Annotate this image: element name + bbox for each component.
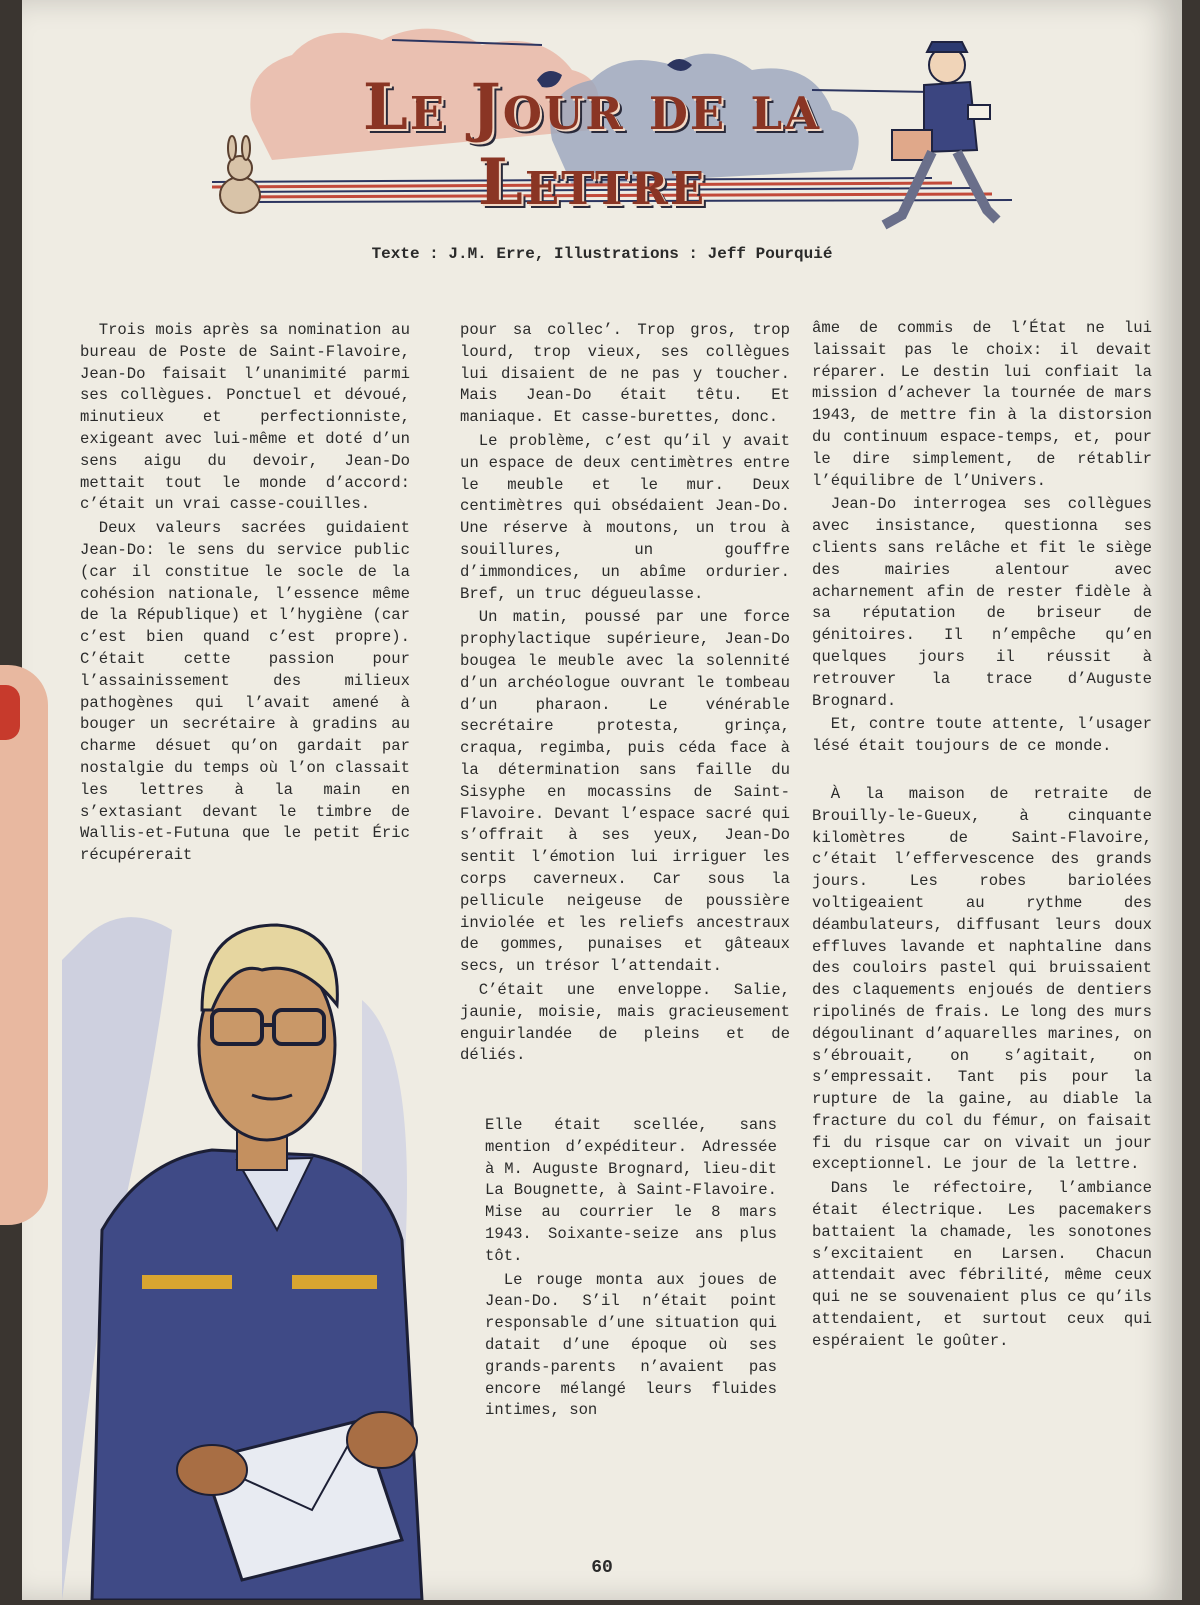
magazine-page xyxy=(22,0,1182,1600)
title-banner xyxy=(212,10,1072,245)
paragraph: C’était une enveloppe. Salie, jaunie, moisie, mais gracieusement enguirlandée de pleins et de déliés. xyxy=(460,980,790,1065)
text-column-2-continued xyxy=(485,1115,777,1422)
paragraph: âme de commis de l’État ne lui laissait pas le choix: il devait réparer. Le destin lui confiait la mission d’achever la tournée de mars 1943, de mettre fin à la distorsion du continuum espace-temps, et, pour le dire simplement, de rétablir l’équilibre de l’Univers. xyxy=(812,319,1152,490)
paragraph: Le problème, c’est qu’il y avait un espace de deux centimètres entre le meuble et le mur. Deux centimètres qui obsédaient Jean-Do. Une réserve à moutons, un trou à souillures, un gouffre d’immondices, un abîme ordurier. Bref, un truc dégueulasse. xyxy=(460,431,790,603)
paragraph: Le rouge monta aux joues de Jean-Do. S’il n’était point responsable d’une situation qui datait d’une époque où ses grands-parents n’avaient pas encore mélangé leurs fluides intimes, son xyxy=(485,1270,777,1420)
paragraph: Jean-Do interrogea ses collègues avec insistance, questionna ses clients sans relâche et fit le siège des mairies alentour avec acharnement afin de rester fidèle à sa réputation de briseur de génitoires. Il n’empêche qu’en quelques jours il réussit à retrouver la trace d’Auguste Brognard. xyxy=(812,495,1152,710)
paragraph: Trois mois après sa nomination au bureau de Poste de Saint-Flavoire, Jean-Do faisait l’unanimité parmi ses collègues. Ponctuel et dévoué, minutieux et perfectionniste, exigeant avec lui-même et doté d’un sens aigu du devoir, Jean-Do mettait tout le monde d’accord: c’était un vrai casse-couilles. xyxy=(80,321,410,514)
page-title: Le Jour de la Lettre xyxy=(362,70,822,220)
paragraph: À la maison de retraite de Brouilly-le-Gueux, à cinquante kilomètres de Saint-Flavoire, c’était l’effervescence des grands jours. Les robes bariolées voltigeaient au rythme des déambulateurs, diffusant leurs doux effluves lavande et naphtaline dans des couloirs pastel qui bruissaient des claquements enjoués de dentiers ripolinés de frais. Le long des murs dégoulinant d’aquarelles marines, on s’ébrouait, on s’agitait, on s’empressait. Tant pis pour la rupture de la gaine, au diable la fracture du col du fémur, on faisait fi du risque car on vivait un jour exceptionnel. Le jour de la lettre. xyxy=(812,784,1152,1174)
credits-line: Texte : J.M. Erre, Illustrations : Jeff Pourquié xyxy=(371,245,833,263)
paragraph: Dans le réfectoire, l’ambiance était électrique. Les pacemakers battaient la chamade, les sonotones s’excitaient en Larsen. Chacun attendait avec fébrilité, même ceux qui ne se souvenaient plus ce qu’ils attendaient, et surtout ceux qui espéraient le goûter. xyxy=(812,1179,1152,1350)
text-column-2 xyxy=(460,320,790,1067)
paragraph: Un matin, poussé par une force prophylactique supérieure, Jean-Do bougea le meuble avec la solennité d’un archéologue ouvrant le tombeau d’un pharaon. Le vénérable secrétaire protesta, grinça, craqua, regimba, puis céda face à la détermination sans faille du Sisyphe en mocassins de Saint-Flavoire. Devant l’espace sacré qui s’offrait à ses yeux, Jean-Do sentit l’émotion lui irriguer les corps caverneux. Car sous la pellicule neigeuse de poussière inviolée et les reliefs ancestraux de gommes, punaises et gâteaux secs, un trésor l’attendait. xyxy=(460,608,790,976)
page-number: 60 xyxy=(591,1558,613,1578)
jean-do-illustration xyxy=(62,900,462,1600)
paragraph: pour sa collec’. Trop gros, trop lourd, trop vieux, ses collègues lui disaient de ne pas y toucher. Mais Jean-Do était têtu. Et maniaque. Et casse-burettes, donc. xyxy=(460,321,790,427)
rabbit-icon xyxy=(220,136,260,213)
paragraph: Elle était scellée, sans mention d’expéditeur. Adressée à M. Auguste Brognard, lieu-dit La Bougnette, à Saint-Flavoire. Mise au courrier le 8 mars 1943. Soixante-seize ans plus tôt. xyxy=(485,1116,777,1265)
text-column-3 xyxy=(812,318,1152,1353)
reader-thumb xyxy=(0,665,48,1225)
thumbnail-polish xyxy=(0,685,20,740)
paragraph: Et, contre toute attente, l’usager lésé était toujours de ce monde. xyxy=(812,715,1152,756)
postal-worker-portrait xyxy=(62,900,462,1600)
text-column-1 xyxy=(80,320,410,867)
paragraph: Deux valeurs sacrées guidaient Jean-Do: le sens du service public (car il constitue le socle de la cohésion nationale, l’essence même de la République) et l’hygiène (car c’est bien quand c’est propre). C’était cette passion pour l’assainissement des milieux pathogènes qui l’avait amené à bouger un secrétaire à gradins au charme désuet qu’on gardait par nostalgie du temps où l’on classait les lettres à la main en s’extasiant devant le timbre de Wallis-et-Futuna que le petit Éric récupérerait xyxy=(80,519,410,865)
